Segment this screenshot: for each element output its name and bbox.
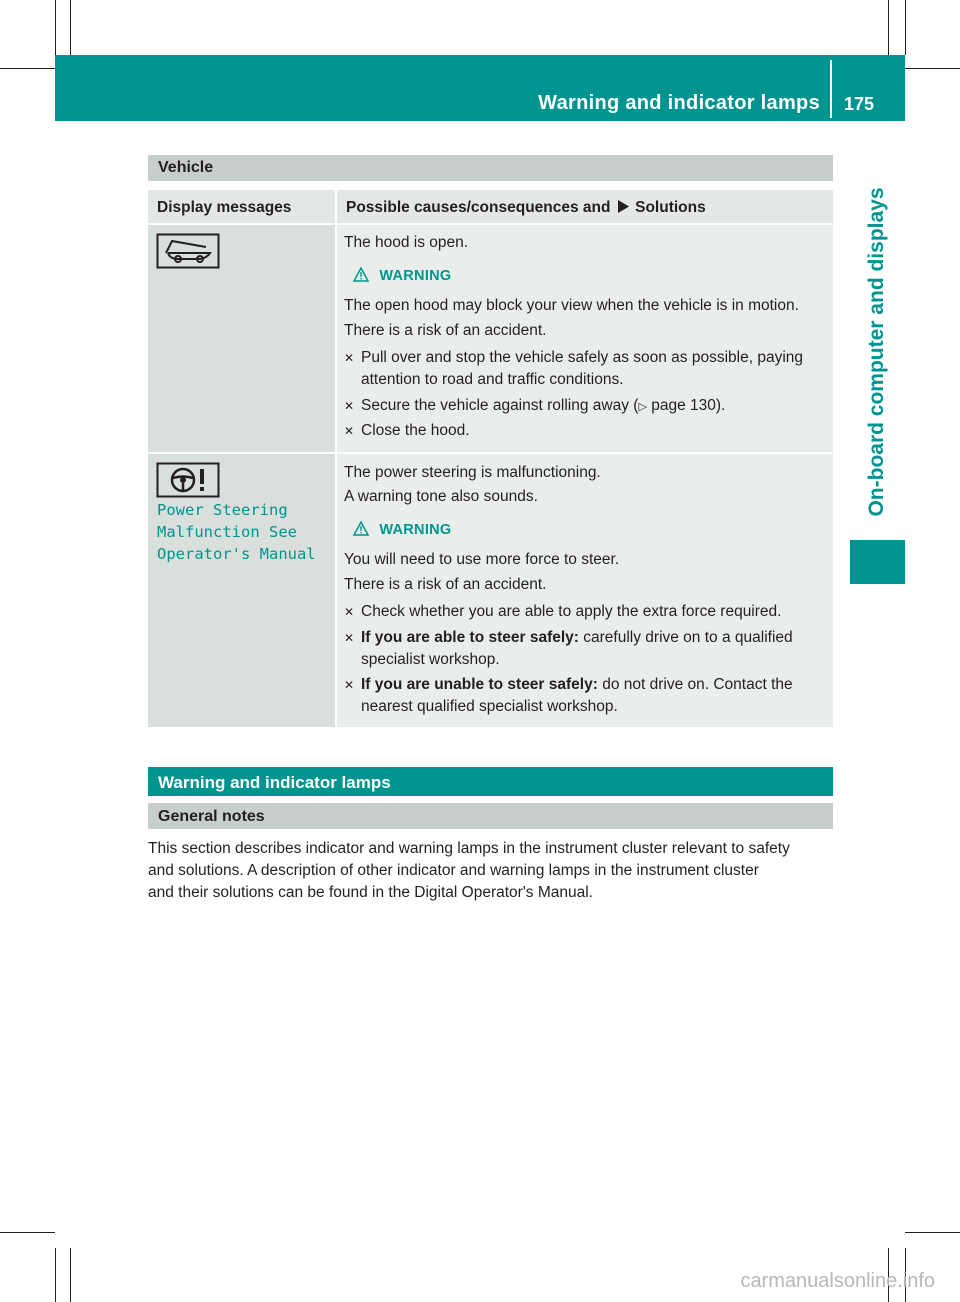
steering-wheel-warning-icon (156, 462, 220, 498)
hood-open-icon (156, 233, 220, 269)
warning-text: You will need to use more force to steer. (344, 551, 620, 568)
warning-heading (353, 519, 452, 541)
table-caption: Vehicle (148, 155, 833, 181)
step-text: Close the hood. (361, 422, 470, 439)
step-text: specialist workshop. (361, 651, 500, 668)
column-header-display-messages (148, 190, 335, 223)
step-text: Pull over and stop the vehicle safely as soon as possible, paying (361, 349, 804, 366)
step-text: attention to road and traffic conditions. (361, 371, 624, 388)
section-subheading: General notes (148, 803, 833, 829)
warning-label: WARNING (379, 268, 452, 284)
step-x-icon: ✕ (344, 399, 355, 413)
crop-mark (70, 0, 71, 55)
step-text-part: carefully drive on to a qualified (578, 629, 793, 646)
step-x-icon: ✕ (344, 605, 355, 619)
crop-mark (0, 1232, 55, 1233)
warning-text: The open hood may block your view when the vehicle is in motion. (344, 297, 799, 314)
step-text: Check whether you are able to apply the extra force required. (361, 603, 782, 620)
watermark: carmanualsonline.info (740, 1270, 935, 1292)
step-text-part: ). (715, 397, 726, 414)
warning-label: WARNING (379, 522, 452, 538)
header-divider (830, 60, 832, 118)
display-message-line: Operator's Manual (157, 545, 316, 563)
side-chapter-title: On-board computer and displays (865, 187, 888, 517)
step-x-icon: ✕ (344, 424, 355, 438)
solution-arrow-icon (617, 200, 629, 213)
crop-mark (55, 0, 56, 55)
warning-text: There is a risk of an accident. (344, 576, 547, 593)
crop-mark (905, 0, 906, 55)
table-row-hood-display (148, 225, 335, 452)
cause-text: The power steering is malfunctioning. (344, 464, 601, 481)
cause-text: The hood is open. (344, 234, 469, 251)
step-x-icon: ✕ (344, 678, 355, 692)
page-reference-link[interactable]: page 130 (651, 397, 716, 414)
crop-mark (905, 68, 960, 69)
section-heading: Warning and indicator lamps (148, 767, 833, 796)
section-body (148, 838, 838, 904)
column-header-label: Display messages (157, 199, 292, 216)
body-line: This section describes indicator and warning lamps in the instrument cluster relevant to safety (148, 840, 790, 857)
crop-mark (888, 0, 889, 55)
page-header-title: Warning and indicator lamps (538, 92, 820, 114)
side-chapter-tab (850, 540, 905, 584)
column-header-label: Solutions (635, 199, 706, 216)
body-line: and their solutions can be found in the Digital Operator's Manual. (148, 884, 593, 901)
step-condition: If you are able to steer safely: (361, 629, 579, 646)
step-text (361, 627, 793, 649)
display-message-line: Power Steering (157, 501, 288, 519)
warning-text: There is a risk of an accident. (344, 322, 547, 339)
step-x-icon: ✕ (344, 351, 355, 365)
warning-triangle-icon (353, 267, 369, 282)
page-number: 175 (844, 94, 875, 114)
crop-mark (905, 1232, 960, 1233)
step-text (361, 674, 793, 696)
page-reference-icon: ▷ (638, 401, 647, 413)
step-text-part: Secure the vehicle against rolling away ( (361, 397, 639, 414)
column-header-causes (337, 190, 833, 223)
display-message-line: Malfunction See (157, 523, 297, 541)
step-x-icon: ✕ (344, 631, 355, 645)
step-text (361, 395, 725, 418)
step-text: nearest qualified specialist workshop. (361, 698, 618, 715)
column-header-label: Possible causes/consequences and (346, 199, 611, 216)
step-text-part: do not drive on. Contact the (597, 676, 793, 693)
body-line: and solutions. A description of other indicator and warning lamps in the instrument cluster (148, 862, 759, 879)
warning-triangle-icon (353, 521, 369, 536)
crop-mark (0, 68, 55, 69)
table-row-steering-display (148, 454, 335, 727)
warning-heading (353, 265, 452, 287)
cause-text: A warning tone also sounds. (344, 488, 538, 505)
step-condition: If you are unable to steer safely: (361, 676, 598, 693)
